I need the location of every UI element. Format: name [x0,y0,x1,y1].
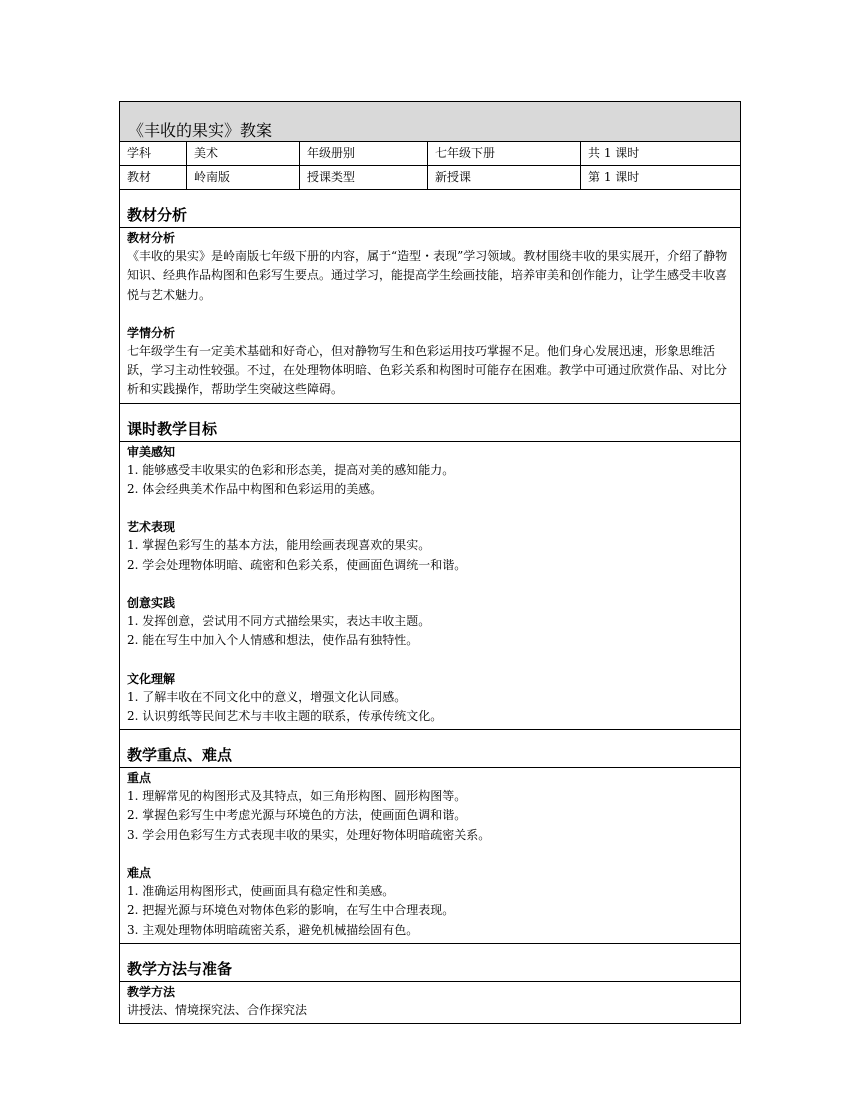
subheading-focus: 重点 [127,771,152,786]
list-item: 2. 认识剪纸等民间艺术与丰收主题的联系，传承传统文化。 [127,708,443,723]
textbook-value: 岭南版 [187,166,300,189]
lesson-plan-table [119,101,741,1024]
list-item: 1. 准确运用构图形式，使画面具有稳定性和美感。 [127,884,395,899]
list-item: 2. 掌握色彩写生中考虑光源与环境色的方法，使画面色调和谐。 [127,808,467,823]
subheading-culture: 文化理解 [127,671,176,686]
subheading-expression: 艺术表现 [127,520,176,535]
subheading-aesthetic: 审美感知 [127,444,176,459]
section-body-goals [120,442,740,730]
section-heading-keypoints: 教学重点、难点 [120,730,740,768]
grade-label: 年级册别 [300,142,428,165]
list-item: 3. 学会用色彩写生方式表现丰收的果实，处理好物体明暗疏密关系。 [127,827,491,842]
material-analysis-text: 《丰收的果实》是岭南版七年级下册的内容，属于“造型・表现”学习领域。教材围绕丰收的果实展开，介绍了静物知识、经典作品构图和色彩写生要点。通过学习，能提高学生绘画技能，培养审美和创作能力，让学生感受丰收喜悦与艺术魅力。 [127,249,728,302]
list-item: 2. 体会经典美术作品中构图和色彩运用的美感。 [127,482,383,497]
list-item: 3. 主观处理物体明暗疏密关系，避免机械描绘固有色。 [127,922,419,937]
list-item: 1. 掌握色彩写生的基本方法，能用绘画表现喜欢的果实。 [127,538,431,553]
list-item: 1. 发挥创意，尝试用不同方式描绘果实，表达丰收主题。 [127,613,431,628]
list-item: 2. 把握光源与环境色对物体色彩的影响，在写生中合理表现。 [127,903,455,918]
list-item: 2. 能在写生中加入个人情感和想法，使作品有独特性。 [127,633,419,648]
section-heading-goals: 课时教学目标 [120,404,740,442]
current-period: 第 1 课时 [588,170,640,184]
section-body-analysis [120,228,740,404]
grade-value: 七年级下册 [428,142,581,165]
document-title: 《丰收的果实》教案 [120,102,740,142]
subheading-material: 教材分析 [127,231,176,245]
subheading-student: 学情分析 [127,325,176,340]
list-item: 2. 学会处理物体明暗、疏密和色彩关系，使画面色调统一和谐。 [127,557,467,572]
info-row-1 [120,142,740,166]
student-analysis-text: 七年级学生有一定美术基础和好奇心，但对静物写生和色彩运用技巧掌握不足。他们身心发展迅速，形象思维活跃，学习主动性较强。不过，在处理物体明暗、色彩关系和构图时可能存在困难。教学中可通过欣赏作品、对比分析和实践操作，帮助学生突破这些障碍。 [127,343,728,397]
lesson-type-label: 授课类型 [300,166,428,189]
subheading-difficulty: 难点 [127,866,152,881]
section-heading-analysis: 教材分析 [120,190,740,228]
subheading-methods: 教学方法 [127,984,176,999]
lesson-type-value: 新授课 [428,166,581,189]
section-body-methods [120,982,740,1023]
list-item: 1. 了解丰收在不同文化中的意义，增强文化认同感。 [127,689,407,704]
section-heading-methods: 教学方法与准备 [120,944,740,982]
subheading-creative: 创意实践 [127,595,176,610]
list-item: 1. 理解常见的构图形式及其特点，如三角形构图、圆形构图等。 [127,789,467,804]
list-item: 1. 能够感受丰收果实的色彩和形态美，提高对美的感知能力。 [127,462,455,477]
total-periods: 共 1 课时 [588,146,640,160]
textbook-label: 教材 [120,166,187,189]
subject-value: 美术 [187,142,300,165]
methods-text: 讲授法、情境探究法、合作探究法 [127,1002,308,1017]
subject-label: 学科 [120,142,187,165]
info-row-2 [120,166,740,190]
section-body-keypoints [120,768,740,944]
